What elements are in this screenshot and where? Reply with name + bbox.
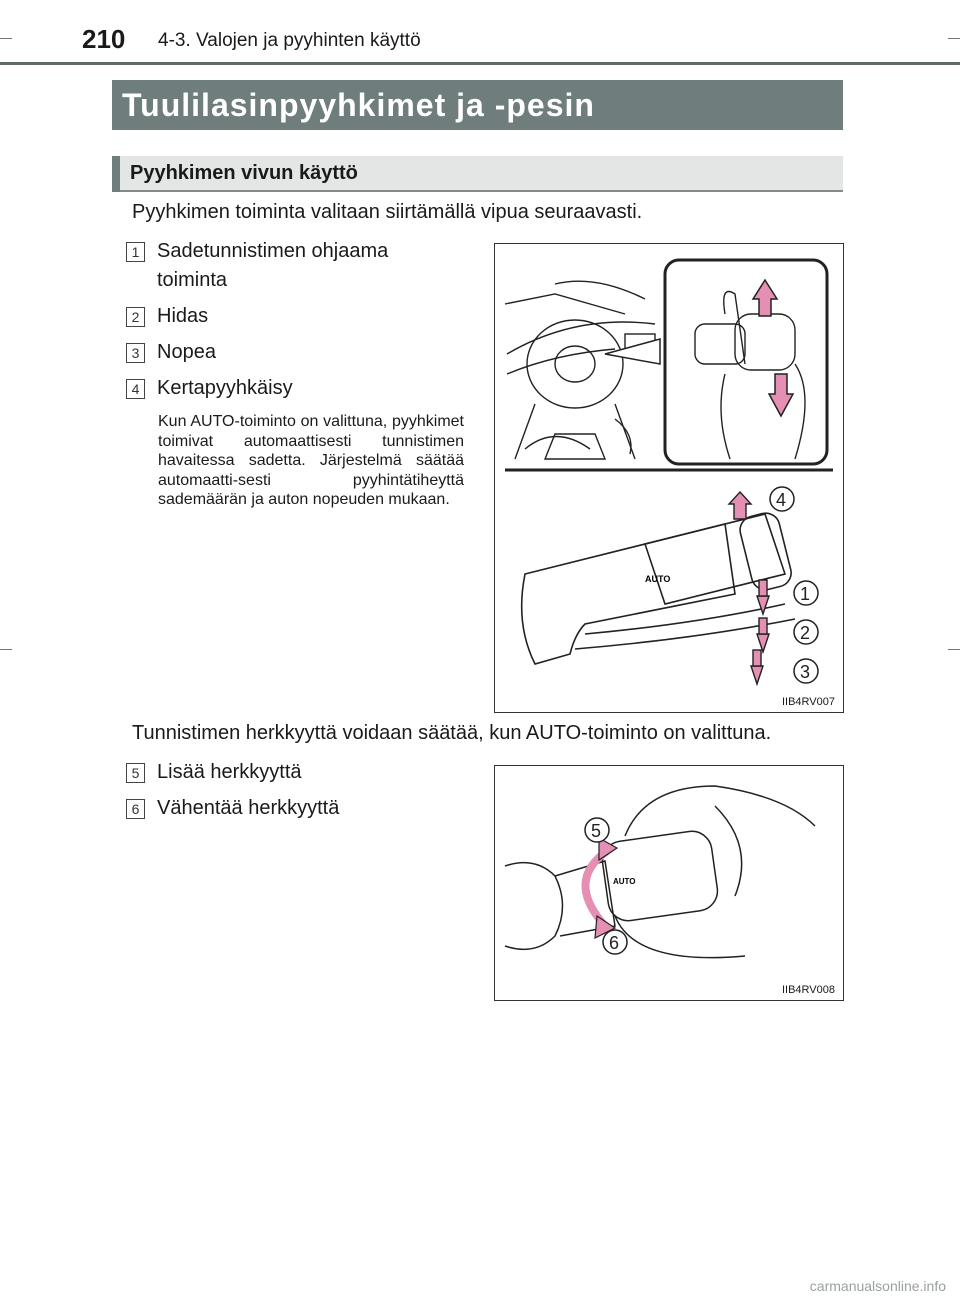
figure-sensitivity-ring <box>494 765 844 1001</box>
list-item <box>126 758 302 787</box>
item-number: 2 <box>126 307 145 327</box>
list-item <box>126 374 293 403</box>
item-text: Hidas <box>157 305 209 327</box>
item-text: Lisää herkkyyttä <box>157 761 302 783</box>
list-item <box>126 237 388 295</box>
sensitivity-note: Tunnistimen herkkyyttä voidaan säätää, kun AUTO-toiminto on valittuna. <box>132 722 772 744</box>
footer-watermark: carmanualsonline.info <box>809 1278 946 1294</box>
item-text: Vähentää herkkyyttä <box>157 797 340 819</box>
subtitle-bar <box>112 156 843 192</box>
callout-1: 1 <box>800 584 811 604</box>
item-number: 6 <box>126 799 145 819</box>
callout-6: 6 <box>609 933 620 953</box>
figure-code: IIB4RV007 <box>781 696 835 708</box>
switch-label: AUTO <box>645 574 671 584</box>
item-text-continued: toiminta <box>157 269 228 291</box>
list-item <box>126 302 208 331</box>
figure-wiper-lever <box>494 243 844 713</box>
sensitivity-ring-illustration <box>495 766 843 1000</box>
page-title: Tuulilasinpyyhkimet ja -pesin <box>122 87 595 123</box>
item-number: 3 <box>126 343 145 363</box>
callout-4: 4 <box>776 490 787 510</box>
page-number: 210 <box>82 24 126 54</box>
header-rule <box>0 62 960 65</box>
wiper-lever-illustration <box>495 244 843 712</box>
page-header <box>0 0 960 64</box>
callout-3: 3 <box>800 662 811 682</box>
subtitle: Pyyhkimen vivun käyttö <box>130 162 358 184</box>
intro-text: Pyyhkimen toiminta valitaan siirtämällä vipua seuraavasti. <box>132 201 643 223</box>
item-number: 1 <box>126 242 145 262</box>
section-path: 4-3. Valojen ja pyyhinten käyttö <box>158 30 421 51</box>
figure-code: IIB4RV008 <box>781 984 835 996</box>
list-item <box>126 794 339 823</box>
callout-2: 2 <box>800 623 811 643</box>
title-bar <box>112 80 843 130</box>
item-text: Sadetunnistimen ohjaama <box>157 240 389 262</box>
item-number: 5 <box>126 763 145 783</box>
item-text: Kertapyyhkäisy <box>157 377 293 399</box>
crop-mark <box>948 649 960 650</box>
list-item <box>126 338 216 367</box>
description: Kun AUTO-toiminto on valittuna, pyyhkimet toimivat automaattisesti tunnistimen havaitessa sadetta. Järjestelmä säätää automaatti-sesti pyyhintätiheyttä sademäärän ja auton nopeuden mukaan. <box>158 413 464 508</box>
switch-label: AUTO <box>613 877 636 886</box>
item-text: Nopea <box>157 341 216 363</box>
callout-5: 5 <box>591 821 602 841</box>
item-number: 4 <box>126 379 145 399</box>
subtitle-stripe <box>112 156 120 192</box>
crop-mark <box>0 649 12 650</box>
